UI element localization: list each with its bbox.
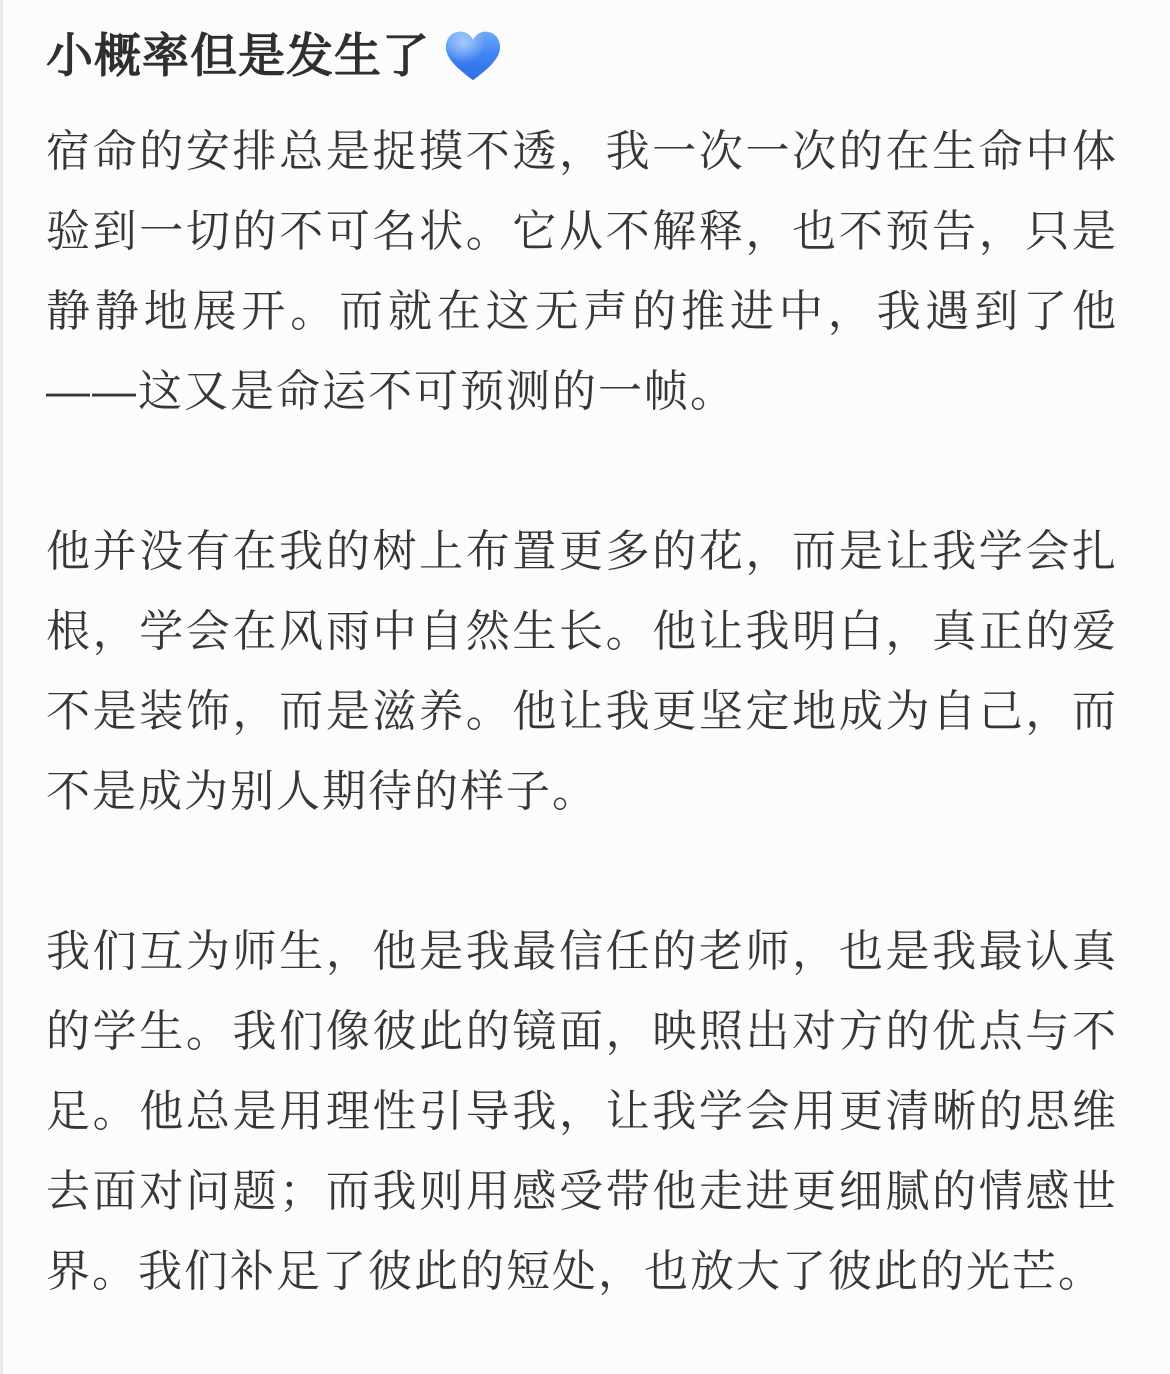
- screenshot-left-edge: [0, 0, 3, 1374]
- paragraph-fate: 宿命的安排总是捉摸不透，我一次一次的在生命中体验到一切的不可名状。它从不解释，也不预告，只是静静地展开。而就在这无声的推进中，我遇到了他——这又是命运不可预测的一帧。: [46, 127, 1118, 416]
- post-title-text: 小概率但是发生了: [46, 29, 430, 82]
- post-title: [46, 24, 1118, 88]
- paragraph-growth: 他并没有在我的树上布置更多的花，而是让我学会扎根，学会在风雨中自然生长。他让我明白，真正的爱不是装饰，而是滋养。他让我更坚定地成为自己，而不是成为别人期待的样子。: [46, 527, 1118, 816]
- blue-heart-icon: [444, 29, 502, 83]
- paragraph-teacher-student: 我们互为师生，他是我最信任的老师，也是我最认真的学生。我们像彼此的镜面，映照出对方的优点与不足。他总是用理性引导我，让我学会用更清晰的思维去面对问题；而我则用感受带他走进更细腻的情感世界。我们补足了彼此的短处，也放大了彼此的光芒。: [46, 927, 1118, 1296]
